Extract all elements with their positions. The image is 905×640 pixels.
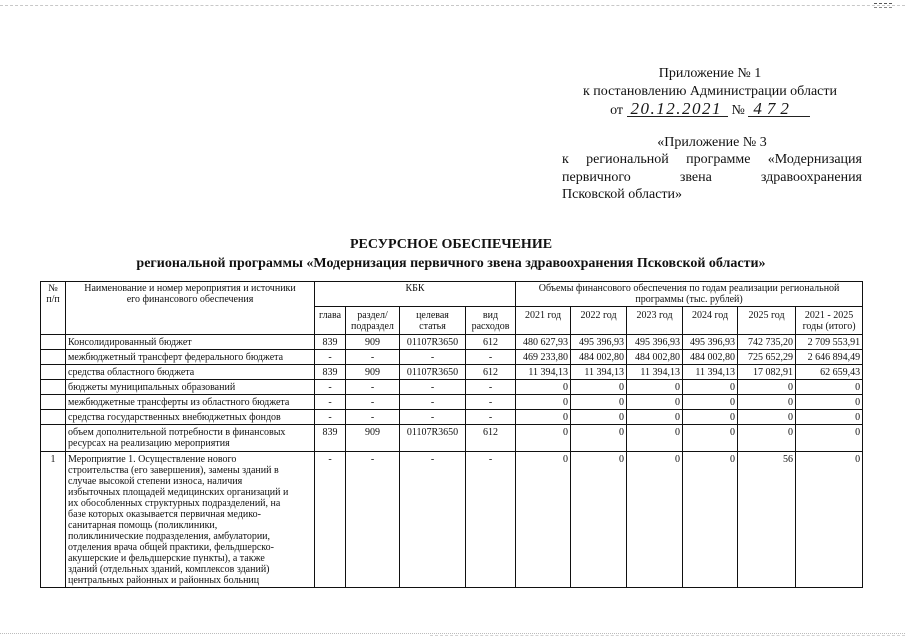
table-header-row <box>41 282 863 307</box>
cell-total: 0 <box>796 395 863 410</box>
cell-2023: 0 <box>627 452 683 588</box>
cell-name: средства областного бюджета <box>66 365 315 380</box>
cell-2021: 0 <box>516 380 571 395</box>
handwritten-date: 20.12.2021 <box>627 101 729 117</box>
cell-2023: 0 <box>627 425 683 452</box>
appendix1-title: Приложение № 1 <box>658 66 762 81</box>
header-2023: 2023 год <box>627 307 683 335</box>
cell-celevaya-statya: - <box>400 380 466 395</box>
header-volumes: Объемы финансового обеспечения по годам реализации региональной программы (тыс. рублей) <box>516 282 863 307</box>
cell-2022: 0 <box>571 410 627 425</box>
cell-vid-raskhodov: - <box>466 410 516 425</box>
cell-razdel: 909 <box>346 335 400 350</box>
cell-2024: 11 394,13 <box>683 365 738 380</box>
cell-2022: 0 <box>571 380 627 395</box>
cell-name: Мероприятие 1. Осуществление нового строительства (его завершения), замены зданий в случае высокой степени износа, наличия избыточных площадей медицинских организаций и их обособленных структурных подразделений, на базе которых оказывается первичная медико- санитарная помощь (поликлиники, поликлинические подразделения, амбулатории, отделения врача общей практики, фельдшерско- акушерские и фельдшерские пункты), а также зданий (отдельных зданий, комплексов зданий) центральных районных и районных больниц <box>66 452 315 588</box>
cell-vid-raskhodov: 612 <box>466 335 516 350</box>
resource-table <box>40 281 863 588</box>
cell-total: 2 646 894,49 <box>796 350 863 365</box>
scan-edge-top <box>0 5 905 6</box>
cell-num: 1 <box>41 452 66 588</box>
cell-num <box>41 380 66 395</box>
cell-celevaya-statya: 01107R3650 <box>400 335 466 350</box>
header-2021: 2021 год <box>516 307 571 335</box>
cell-2022: 0 <box>571 395 627 410</box>
document-title <box>40 235 862 273</box>
cell-name: средства государственных внебюджетных фондов <box>66 410 315 425</box>
cell-2022: 11 394,13 <box>571 365 627 380</box>
cell-glava: 839 <box>315 335 346 350</box>
appendix3-line-3: Псковской области» <box>562 187 683 203</box>
cell-celevaya-statya: - <box>400 410 466 425</box>
header-razdel: раздел/ подраздел <box>346 307 400 335</box>
cell-num <box>41 350 66 365</box>
cell-2023: 0 <box>627 410 683 425</box>
cell-2022: 484 002,80 <box>571 350 627 365</box>
cell-glava: - <box>315 410 346 425</box>
cell-total: 62 659,43 <box>796 365 863 380</box>
cell-2022: 495 396,93 <box>571 335 627 350</box>
cell-glava: - <box>315 380 346 395</box>
cell-2025: 0 <box>738 395 796 410</box>
cell-celevaya-statya: - <box>400 395 466 410</box>
header-2022: 2022 год <box>571 307 627 335</box>
cell-vid-raskhodov: - <box>466 350 516 365</box>
cell-razdel: - <box>346 395 400 410</box>
row-consolidated-budget <box>41 335 863 350</box>
handwritten-number: 472 <box>748 101 810 117</box>
cell-razdel: - <box>346 452 400 588</box>
cell-glava: 839 <box>315 365 346 380</box>
header-glava: глава <box>315 307 346 335</box>
scan-mark <box>874 3 892 8</box>
cell-celevaya-statya: 01107R3650 <box>400 425 466 452</box>
cell-name: бюджеты муниципальных образований <box>66 380 315 395</box>
cell-2024: 0 <box>683 425 738 452</box>
row-federal-transfer <box>41 350 863 365</box>
cell-vid-raskhodov: - <box>466 395 516 410</box>
cell-name: межбюджетный трансферт федерального бюджета <box>66 350 315 365</box>
row-municipal-budgets <box>41 380 863 395</box>
appendix3-title: «Приложение № 3 <box>657 135 767 150</box>
appendix1-date-line <box>560 101 860 120</box>
date-prefix: от <box>610 103 624 118</box>
row-regional-transfers <box>41 395 863 410</box>
header-2025: 2025 год <box>738 307 796 335</box>
cell-total: 2 709 553,91 <box>796 335 863 350</box>
cell-total: 0 <box>796 425 863 452</box>
cell-vid-raskhodov: - <box>466 452 516 588</box>
row-regional-budget <box>41 365 863 380</box>
cell-vid-raskhodov: - <box>466 380 516 395</box>
cell-2024: 0 <box>683 410 738 425</box>
cell-2023: 0 <box>627 380 683 395</box>
cell-2023: 495 396,93 <box>627 335 683 350</box>
row-measure-1 <box>41 452 863 588</box>
cell-2022: 0 <box>571 425 627 452</box>
header-vid-raskhodov: вид расходов <box>466 307 516 335</box>
cell-2025: 0 <box>738 380 796 395</box>
cell-num <box>41 425 66 452</box>
cell-2021: 480 627,93 <box>516 335 571 350</box>
cell-name: Консолидированный бюджет <box>66 335 315 350</box>
cell-2024: 484 002,80 <box>683 350 738 365</box>
cell-glava: 839 <box>315 425 346 452</box>
header-kbk: КБК <box>315 282 516 307</box>
cell-2023: 484 002,80 <box>627 350 683 365</box>
cell-2021: 0 <box>516 452 571 588</box>
cell-celevaya-statya: - <box>400 350 466 365</box>
appendix3-line-2: первичного звена здравоохранения <box>562 169 862 185</box>
cell-num <box>41 410 66 425</box>
row-additional-need <box>41 425 863 452</box>
header-name: Наименование и номер мероприятия и источники его финансового обеспечения <box>66 282 315 335</box>
cell-num <box>41 395 66 410</box>
header-2024: 2024 год <box>683 307 738 335</box>
cell-glava: - <box>315 395 346 410</box>
cell-2021: 11 394,13 <box>516 365 571 380</box>
header-num: № п/п <box>41 282 66 335</box>
cell-total: 0 <box>796 452 863 588</box>
cell-2024: 0 <box>683 380 738 395</box>
appendix1-block <box>560 65 860 120</box>
cell-num <box>41 365 66 380</box>
scan-edge-bottom-noise <box>430 635 905 636</box>
cell-2025: 725 652,29 <box>738 350 796 365</box>
cell-celevaya-statya: - <box>400 452 466 588</box>
cell-razdel: - <box>346 410 400 425</box>
appendix1-reference: к постановлению Администрации области <box>583 84 837 99</box>
cell-glava: - <box>315 350 346 365</box>
cell-vid-raskhodov: 612 <box>466 365 516 380</box>
cell-2025: 742 735,20 <box>738 335 796 350</box>
cell-2024: 0 <box>683 452 738 588</box>
cell-2025: 56 <box>738 452 796 588</box>
cell-celevaya-statya: 01107R3650 <box>400 365 466 380</box>
cell-vid-raskhodov: 612 <box>466 425 516 452</box>
cell-2022: 0 <box>571 452 627 588</box>
cell-2024: 0 <box>683 395 738 410</box>
cell-razdel: - <box>346 350 400 365</box>
cell-2025: 0 <box>738 425 796 452</box>
cell-2021: 0 <box>516 425 571 452</box>
cell-2021: 469 233,80 <box>516 350 571 365</box>
cell-total: 0 <box>796 380 863 395</box>
cell-name: межбюджетные трансферты из областного бюджета <box>66 395 315 410</box>
cell-2025: 17 082,91 <box>738 365 796 380</box>
number-sign: № <box>731 103 745 118</box>
cell-razdel: - <box>346 380 400 395</box>
cell-2025: 0 <box>738 410 796 425</box>
cell-glava: - <box>315 452 346 588</box>
title-line-2: региональной программы «Модернизация первичного звена здравоохранения Псковской области» <box>136 256 766 271</box>
cell-2021: 0 <box>516 395 571 410</box>
cell-2021: 0 <box>516 410 571 425</box>
cell-num <box>41 335 66 350</box>
row-extrabudgetary-funds <box>41 410 863 425</box>
cell-2023: 11 394,13 <box>627 365 683 380</box>
appendix3-block <box>562 134 862 204</box>
scan-edge-bottom <box>0 633 905 634</box>
cell-2024: 495 396,93 <box>683 335 738 350</box>
cell-razdel: 909 <box>346 365 400 380</box>
cell-razdel: 909 <box>346 425 400 452</box>
title-line-1: РЕСУРСНОЕ ОБЕСПЕЧЕНИЕ <box>349 237 553 252</box>
cell-name: объем дополнительной потребности в финансовых ресурсах на реализацию мероприятия <box>66 425 315 452</box>
cell-2023: 0 <box>627 395 683 410</box>
header-total: 2021 - 2025 годы (итого) <box>796 307 863 335</box>
appendix3-line-1: к региональной программе «Модернизация <box>562 152 862 168</box>
cell-total: 0 <box>796 410 863 425</box>
header-celevaya-statya: целевая статья <box>400 307 466 335</box>
